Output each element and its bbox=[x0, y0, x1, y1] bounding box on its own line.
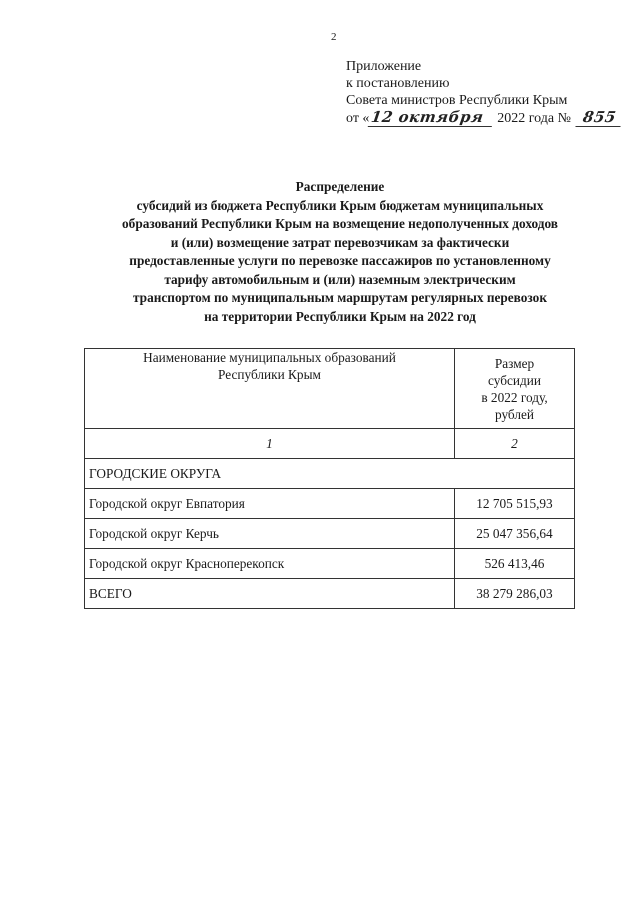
appendix-line-3: Совета министров Республики Крым bbox=[346, 93, 568, 108]
title-line: транспортом по муниципальным маршрутам регулярных перевозок bbox=[132, 290, 547, 305]
header-municipality-line: Наименование муниципальных образований bbox=[143, 350, 396, 365]
subsidy-amount: 12 705 515,93 bbox=[454, 489, 574, 519]
title-line: тарифу автомобильным и (или) наземным электрическим bbox=[164, 271, 516, 287]
title-line: предоставленные услуги по перевозке пассажиров по установленному bbox=[129, 253, 551, 268]
handwritten-number: 855 bbox=[576, 109, 624, 127]
total-amount: 38 279 286,03 bbox=[454, 579, 574, 609]
handwritten-date: 12 октября bbox=[368, 109, 495, 127]
document-title bbox=[80, 178, 600, 326]
subsidy-table bbox=[84, 348, 575, 609]
total-row bbox=[85, 579, 575, 609]
date-prefix: от « bbox=[346, 111, 370, 126]
title-heading: Распределение bbox=[295, 179, 385, 194]
header-amount-line: рублей bbox=[494, 406, 535, 422]
column-number-row bbox=[85, 429, 575, 459]
column-number: 1 bbox=[85, 429, 455, 459]
title-line: и (или) возмещение затрат перевозчикам за фактически bbox=[170, 234, 510, 250]
table-row bbox=[85, 489, 575, 519]
header-municipality-line: Республики Крым bbox=[218, 367, 321, 382]
table-row bbox=[85, 519, 575, 549]
table-row bbox=[85, 549, 575, 579]
appendix-line-1: Приложение bbox=[346, 59, 422, 74]
page-number: 2 bbox=[331, 31, 337, 43]
total-label: ВСЕГО bbox=[85, 579, 455, 609]
header-amount-line: субсидии bbox=[488, 372, 541, 388]
subsidy-amount: 526 413,46 bbox=[454, 549, 574, 579]
appendix-date-line bbox=[346, 109, 622, 127]
subsidy-amount: 25 047 356,64 bbox=[454, 519, 574, 549]
header-municipality bbox=[85, 349, 455, 429]
municipality-name: Городской округ Красноперекопск bbox=[85, 549, 455, 579]
appendix-header bbox=[346, 58, 622, 127]
municipality-name: Городской округ Керчь bbox=[85, 519, 455, 549]
title-line: субсидий из бюджета Республики Крым бюджетам муниципальных bbox=[136, 197, 544, 213]
title-line: образований Республики Крым на возмещение недополученных доходов bbox=[122, 216, 558, 231]
title-line: на территории Республики Крым на 2022 год bbox=[204, 308, 476, 324]
section-label: ГОРОДСКИЕ ОКРУГА bbox=[85, 459, 575, 489]
header-amount-line: Размер bbox=[494, 355, 535, 371]
section-row bbox=[85, 459, 575, 489]
date-suffix: 2022 года № bbox=[497, 111, 571, 126]
appendix-line-2: к постановлению bbox=[346, 76, 450, 91]
column-number: 2 bbox=[454, 429, 574, 459]
table-header-row bbox=[85, 349, 575, 429]
header-amount-line: в 2022 году, bbox=[481, 389, 548, 405]
header-amount bbox=[454, 349, 574, 429]
municipality-name: Городской округ Евпатория bbox=[85, 489, 455, 519]
